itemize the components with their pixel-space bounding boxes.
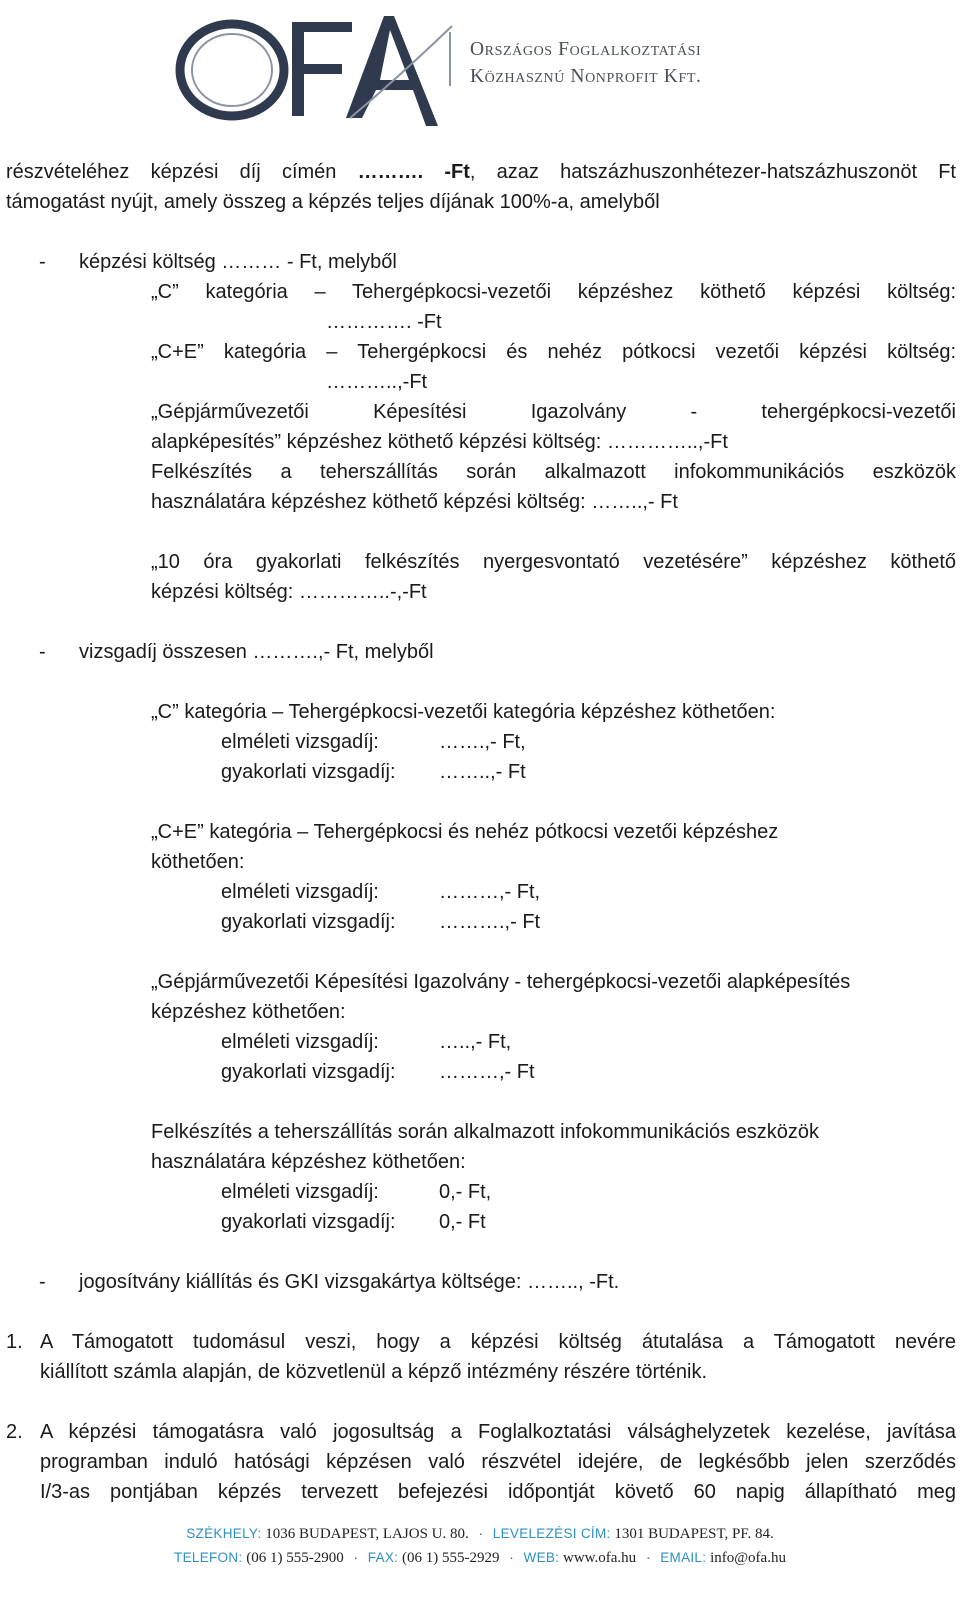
nyerges-cost-line-2: képzési költség: …………..-,-Ft xyxy=(151,581,427,603)
intro-line-1 xyxy=(6,157,956,187)
exam-c-title: „C” kategória – Tehergépkocsi-vezetői kategória képzéshez köthetően: xyxy=(151,701,776,723)
kepzesi-koltseg-text: képzési költség ……… - Ft, melyből xyxy=(79,251,397,273)
list-dash: - xyxy=(39,641,46,663)
theory-value: …..,- Ft, xyxy=(439,1031,512,1053)
exam-info-theory xyxy=(6,1177,956,1207)
practical-value: ………,- Ft xyxy=(439,1061,535,1083)
list-item-kepzesi-koltseg xyxy=(6,247,956,277)
exam-c-practical xyxy=(6,757,956,787)
footer-label: TELEFON: xyxy=(174,1550,243,1565)
footer-separator: · xyxy=(645,1550,651,1565)
info-cost-line-2: használatára képzéshez köthető képzési költség: ……..,- Ft xyxy=(151,491,678,513)
practical-value: ……….,- Ft xyxy=(439,911,541,933)
org-name-line-1: Országos Foglalkoztatási xyxy=(470,39,702,60)
document-body xyxy=(6,157,956,1507)
exam-gki-practical xyxy=(6,1057,956,1087)
footer-separator: · xyxy=(509,1550,514,1565)
exam-c-theory xyxy=(6,727,956,757)
footer-line-1 xyxy=(0,1522,960,1546)
footer-separator: · xyxy=(478,1526,484,1541)
footer-phone: (06 1) 555-2900 xyxy=(246,1550,344,1566)
numbered-paragraph-1 xyxy=(6,1327,956,1387)
org-name-line-2: Közhasznú Nonprofit Kft. xyxy=(470,66,702,87)
theory-label: elméleti vizsgadíj: xyxy=(221,881,379,903)
list-item-jogositvany xyxy=(6,1267,956,1297)
vizsgadij-text: vizsgadíj összesen ……….,- Ft, melyből xyxy=(79,641,434,663)
theory-value: ………,- Ft, xyxy=(439,881,541,903)
theory-label: elméleti vizsgadíj: xyxy=(221,1181,379,1203)
ce-category-cost: „C+E” kategória – Tehergépkocsi és nehéz pótkocsi vezetői képzési költség: xyxy=(151,341,956,363)
practical-label: gyakorlati vizsgadíj: xyxy=(221,911,396,933)
exam-ce-title-2: köthetően: xyxy=(151,851,245,873)
c-category-cost: „C” kategória – Tehergépkocsi-vezetői képzéshez köthető képzési költség: xyxy=(151,281,956,303)
paragraph-number: 1. xyxy=(6,1331,23,1353)
jogositvany-text: jogosítvány kiállítás és GKI vizsgakártya költsége: …….., -Ft. xyxy=(79,1271,620,1293)
footer-website-link[interactable]: www.ofa.hu xyxy=(563,1550,637,1566)
footer-label: LEVELEZÉSI CÍM: xyxy=(492,1526,611,1541)
footer-label: EMAIL: xyxy=(660,1550,707,1565)
footer-mail-address: 1301 BUDAPEST, PF. 84. xyxy=(614,1526,774,1542)
intro-text-a: részvételéhez képzési díj címén xyxy=(6,161,358,183)
intro-text-c: , azaz hatszázhuszonhétezer-hatszázhuszonöt Ft xyxy=(469,161,956,183)
exam-info-practical xyxy=(6,1207,956,1237)
footer-label: SZÉKHELY: xyxy=(186,1526,262,1541)
list-dash: - xyxy=(39,1271,46,1293)
page-footer xyxy=(0,1522,960,1570)
theory-value: …….,- Ft, xyxy=(439,731,526,753)
theory-label: elméleti vizsgadíj: xyxy=(221,1031,379,1053)
exam-ce-title-1: „C+E” kategória – Tehergépkocsi és nehéz pótkocsi vezetői képzéshez xyxy=(151,821,779,843)
footer-fax: (06 1) 555-2929 xyxy=(402,1550,500,1566)
practical-value: ……..,- Ft xyxy=(439,761,526,783)
exam-info-title-1: Felkészítés a teherszállítás során alkalmazott infokommunikációs eszközök xyxy=(151,1121,820,1143)
practical-label: gyakorlati vizsgadíj: xyxy=(221,1211,396,1233)
footer-line-2 xyxy=(0,1546,960,1570)
intro-amount: ………. -Ft xyxy=(357,161,470,183)
exam-gki-title-2: képzéshez köthetően: xyxy=(151,1001,346,1023)
paragraph-2-line-1: A képzési támogatásra való jogosultság a Foglalkoztatási válsághelyzetek kezelése, javítása xyxy=(40,1421,956,1443)
footer-label: FAX: xyxy=(367,1550,399,1565)
nyerges-cost-line-1: „10 óra gyakorlati felkészítés nyergesvontató vezetésére” képzéshez köthető xyxy=(151,551,956,573)
c-category-cost-value: …………. -Ft xyxy=(326,311,442,333)
ofa-logo xyxy=(170,6,460,136)
footer-email-link[interactable]: info@ofa.hu xyxy=(710,1550,786,1566)
paragraph-1-line-2: kiállított számla alapján, de közvetlenül a képző intézmény részére történik. xyxy=(40,1361,708,1383)
paragraph-1-line-1: A Támogatott tudomásul veszi, hogy a képzési költség átutalása a Támogatott nevére xyxy=(40,1331,956,1353)
footer-label: WEB: xyxy=(523,1550,560,1565)
exam-ce-practical xyxy=(6,907,956,937)
practical-label: gyakorlati vizsgadíj: xyxy=(221,1061,396,1083)
info-cost-line-1: Felkészítés a teherszállítás során alkalmazott infokommunikációs eszközök xyxy=(151,461,956,483)
gki-cost-line-1: „Gépjárművezetői Képesítési Igazolvány - tehergépkocsi-vezetői xyxy=(151,401,956,423)
list-dash: - xyxy=(39,251,46,273)
paragraph-number: 2. xyxy=(6,1421,23,1443)
theory-value: 0,- Ft, xyxy=(439,1181,492,1203)
exam-gki-title-1: „Gépjárművezetői Képesítési Igazolvány - tehergépkocsi-vezetői alapképesítés xyxy=(151,971,851,993)
page-header xyxy=(0,0,960,140)
intro-line-2: támogatást nyújt, amely összeg a képzés teljes díjának 100%-a, amelyből xyxy=(6,191,660,213)
practical-value: 0,- Ft xyxy=(439,1211,486,1233)
organization-name xyxy=(470,36,800,90)
exam-info-title-2: használatára képzéshez köthetően: xyxy=(151,1151,466,1173)
list-item-vizsgadij xyxy=(6,637,956,667)
exam-ce-theory xyxy=(6,877,956,907)
paragraph-2-line-3: I/3-as pontjában képzés tervezett befejezési időpontját követő 60 napig állapítható meg xyxy=(40,1481,956,1503)
footer-separator: · xyxy=(353,1550,358,1565)
theory-label: elméleti vizsgadíj: xyxy=(221,731,379,753)
paragraph-2-line-2: programban induló hatósági képzésen való részvétel idejére, de legkésőbb jelen szerződés xyxy=(40,1451,956,1473)
footer-address: 1036 BUDAPEST, LAJOS U. 80. xyxy=(265,1526,469,1542)
gki-cost-line-2: alapképesítés” képzéshez köthető képzési költség: …………..,-Ft xyxy=(151,431,728,453)
logo-text: OFA xyxy=(170,6,173,7)
practical-label: gyakorlati vizsgadíj: xyxy=(221,761,396,783)
numbered-paragraph-2 xyxy=(6,1417,956,1507)
exam-gki-theory xyxy=(6,1027,956,1057)
ce-category-cost-value: ………..,-Ft xyxy=(326,371,428,393)
